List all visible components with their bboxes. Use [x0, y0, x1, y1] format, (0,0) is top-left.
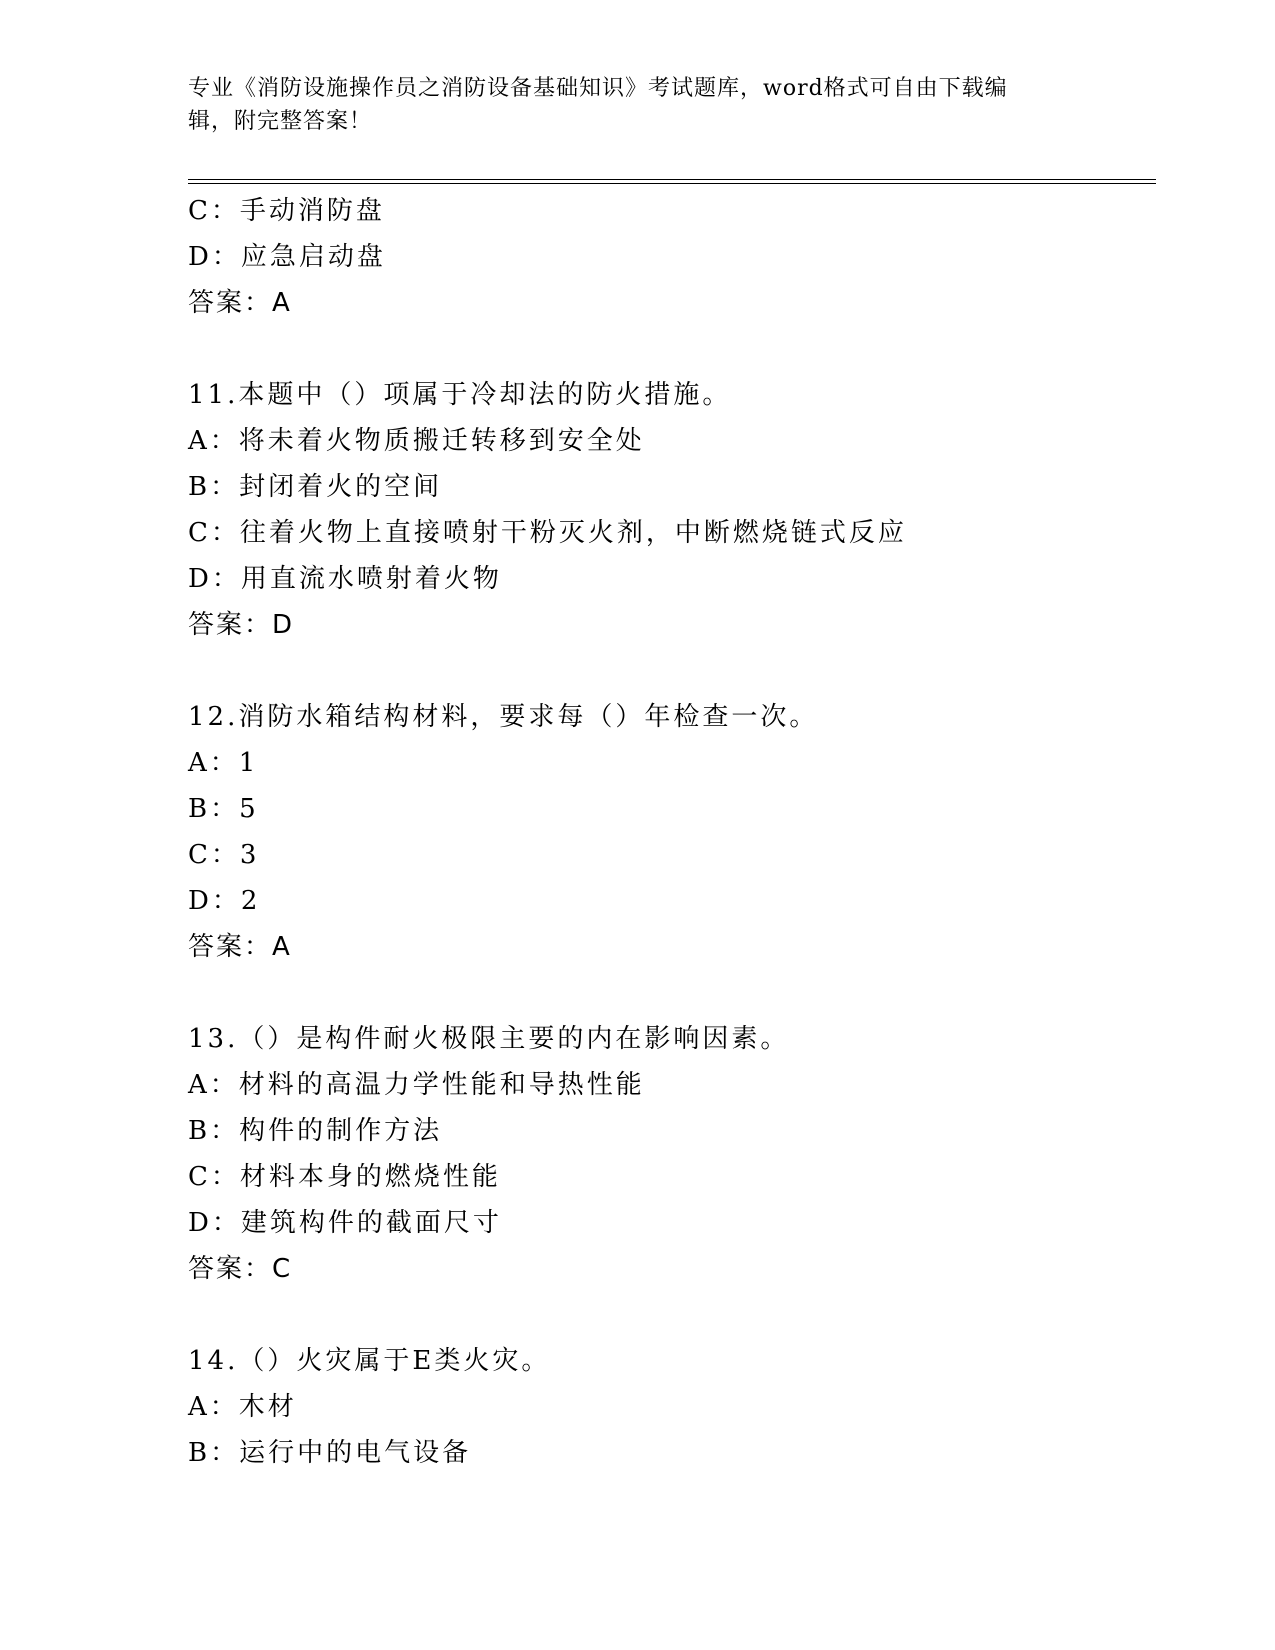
question-block-10: [188, 188, 1156, 326]
option-d: D：应急启动盘: [188, 242, 386, 272]
answer-line: 答案：A: [188, 288, 292, 318]
option-b: B：构件的制作方法: [188, 1116, 443, 1146]
spacer: [188, 1292, 1156, 1338]
answer-line: 答案：A: [188, 932, 292, 962]
option-c: C：3: [188, 840, 260, 870]
option-c: C：手动消防盘: [188, 196, 385, 226]
option-c: C：往着火物上直接喷射干粉灭火剂，中断燃烧链式反应: [188, 518, 907, 548]
question-stem: 12.消防水箱结构材料，要求每（）年检查一次。: [188, 702, 819, 732]
answer-line: 答案：C: [188, 1254, 293, 1284]
option-b: B：运行中的电气设备: [188, 1438, 472, 1468]
question-stem: 13.（）是构件耐火极限主要的内在影响因素。: [188, 1024, 790, 1054]
option-a: A：材料的高温力学性能和导热性能: [188, 1070, 645, 1100]
header-rule-top: [188, 179, 1156, 180]
question-block-13: [188, 1016, 1156, 1292]
document-header: [188, 72, 1068, 138]
option-c: C：材料本身的燃烧性能: [188, 1162, 501, 1192]
question-block-12: [188, 694, 1156, 970]
option-d: D：2: [188, 886, 261, 916]
question-stem: 14.（）火灾属于E类火灾。: [188, 1346, 551, 1376]
question-block-14: [188, 1338, 1156, 1476]
question-stem: 11.本题中（）项属于冷却法的防火措施。: [188, 380, 732, 410]
header-line-1: 专业《消防设施操作员之消防设备基础知识》考试题库，word格式可自由下载编: [188, 76, 1008, 101]
option-a: A：1: [188, 748, 259, 778]
answer-line: 答案：D: [188, 610, 295, 640]
option-d: D：用直流水喷射着火物: [188, 564, 502, 594]
option-a: A：木材: [188, 1392, 297, 1422]
question-list: [188, 188, 1156, 1476]
spacer: [188, 648, 1156, 694]
question-block-11: [188, 372, 1156, 648]
spacer: [188, 970, 1156, 1016]
spacer: [188, 326, 1156, 372]
option-b: B：封闭着火的空间: [188, 472, 443, 502]
header-line-2: 辑，附完整答案！: [188, 109, 373, 134]
header-rule-bottom: [188, 183, 1156, 184]
option-a: A：将未着火物质搬迁转移到安全处: [188, 426, 645, 456]
option-b: B：5: [188, 794, 259, 824]
option-d: D：建筑构件的截面尺寸: [188, 1208, 502, 1238]
